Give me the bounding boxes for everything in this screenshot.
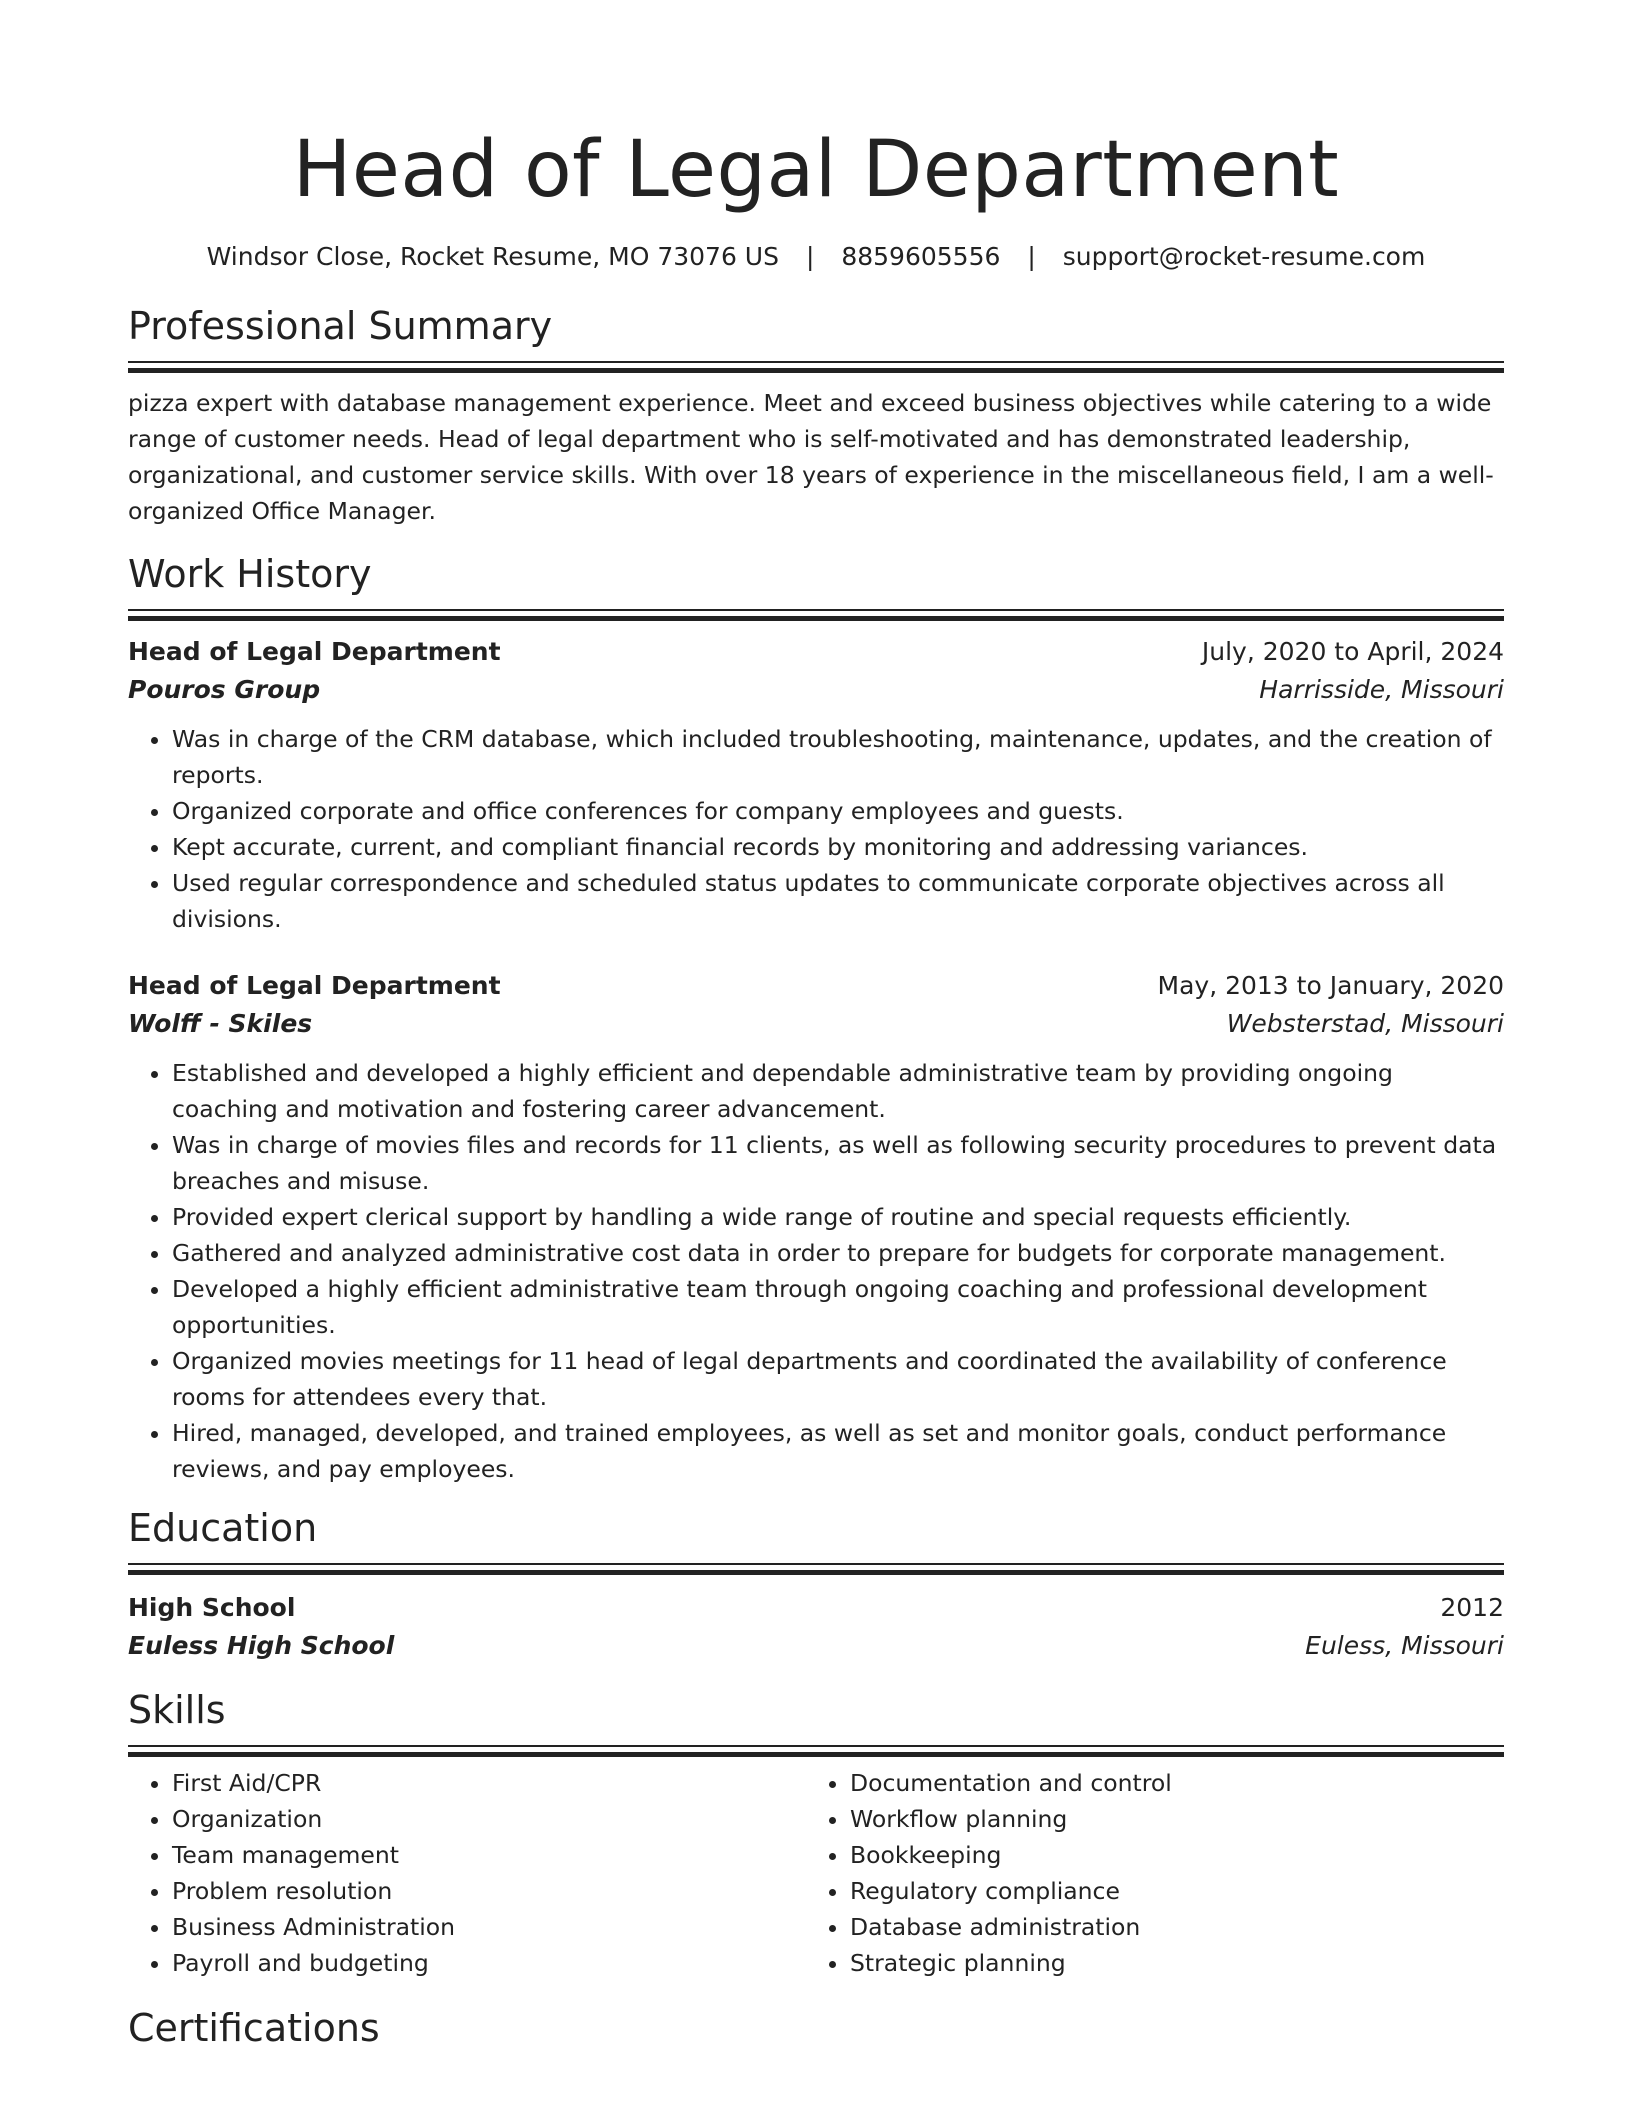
section-divider — [128, 609, 1504, 623]
education-degree-row — [128, 1589, 1504, 1627]
skills-list-left — [128, 1765, 806, 1981]
job-bullet: • Was in charge of the CRM database, which included troubleshooting, maintenance, updates, and the creation of reports. — [172, 721, 1504, 793]
job-company-row — [128, 1005, 1504, 1043]
resume-page — [128, 0, 1504, 2051]
job-title: Head of Legal Department — [128, 637, 501, 666]
job-company: Wolff - Skiles — [128, 1009, 313, 1038]
education-entry — [128, 1589, 1504, 1665]
job-bullet: • Hired, managed, developed, and trained employees, as well as set and monitor goals, conduct performance reviews, and pay employees. — [172, 1415, 1504, 1487]
job-bullet: • Established and developed a highly efficient and dependable administrative team by providing ongoing coaching and motivation and fostering career advancement. — [172, 1055, 1504, 1127]
job-bullet: • Used regular correspondence and scheduled status updates to communicate corporate objectives across all divisions. — [172, 865, 1504, 937]
certifications-section — [128, 2005, 1504, 2051]
job-bullet: • Provided expert clerical support by handling a wide range of routine and special requests efficiently. — [172, 1199, 1504, 1235]
contact-separator: | — [805, 242, 815, 271]
job-bullet: • Kept accurate, current, and compliant financial records by monitoring and addressing variances. — [172, 829, 1504, 865]
work-history-section — [128, 551, 1504, 1487]
summary-section — [128, 303, 1504, 529]
skill-item: • Database administration — [850, 1909, 1484, 1945]
job-company: Pouros Group — [128, 675, 321, 704]
address-text: Windsor Close, Rocket Resume, MO 73076 US — [206, 242, 779, 271]
resume-name-title: Head of Legal Department — [292, 125, 1340, 215]
skills-section — [128, 1687, 1504, 1981]
job-title-row — [128, 967, 1504, 1005]
education-school-row — [128, 1627, 1504, 1665]
job-location: Harrisside, Missouri — [1259, 675, 1504, 704]
job-bullet: • Organized corporate and office conferences for company employees and guests. — [172, 793, 1504, 829]
skills-list-right — [806, 1765, 1484, 1981]
contact-separator: | — [1027, 242, 1036, 271]
section-divider — [128, 361, 1504, 375]
education-degree: High School — [128, 1593, 296, 1622]
job-bullets — [128, 721, 1504, 937]
summary-text: pizza expert with database management experience. Meet and exceed business objectives while catering to a wide range of customer needs. Head of legal department who is self-motivated and has demonstrated leadership, organizational, and customer service skills. With over 18 years of experience in the miscellaneous field, I am a well-organized Office Manager. — [128, 389, 1494, 525]
skills-columns — [128, 1765, 1504, 1981]
job-bullets — [128, 1055, 1504, 1487]
education-section — [128, 1505, 1504, 1665]
job-dates: May, 2013 to January, 2020 — [1157, 971, 1504, 1000]
job-bullet: • Gathered and analyzed administrative cost data in order to prepare for budgets for corporate management. — [172, 1235, 1504, 1271]
work-history-heading: Work History — [128, 552, 372, 596]
skill-item: • Organization — [172, 1801, 806, 1837]
education-school: Euless High School — [128, 1631, 395, 1660]
summary-heading: Professional Summary — [128, 304, 553, 348]
job-entry — [128, 633, 1504, 937]
skill-item: • Documentation and control — [850, 1765, 1484, 1801]
section-divider — [128, 1563, 1504, 1577]
job-dates: July, 2020 to April, 2024 — [1201, 637, 1504, 666]
education-year: 2012 — [1440, 1593, 1504, 1622]
skills-heading: Skills — [128, 1688, 226, 1732]
phone-text: 8859605556 — [841, 242, 1001, 271]
education-location: Euless, Missouri — [1305, 1631, 1504, 1660]
skill-item: • First Aid/CPR — [172, 1765, 806, 1801]
section-divider — [128, 1745, 1504, 1759]
skill-item: • Strategic planning — [850, 1945, 1484, 1981]
skill-item: • Regulatory compliance — [850, 1873, 1484, 1909]
job-location: Websterstad, Missouri — [1226, 1009, 1504, 1038]
skill-item: • Team management — [172, 1837, 806, 1873]
contact-line — [128, 240, 1504, 274]
job-title: Head of Legal Department — [128, 971, 501, 1000]
skill-item: • Bookkeeping — [850, 1837, 1484, 1873]
job-entry — [128, 967, 1504, 1487]
job-bullet: • Organized movies meetings for 11 head of legal departments and coordinated the availability of conference rooms for attendees every that. — [172, 1343, 1504, 1415]
skill-item: • Workflow planning — [850, 1801, 1484, 1837]
certifications-heading: Certifications — [128, 2006, 380, 2050]
skill-item: • Payroll and budgeting — [172, 1945, 806, 1981]
job-bullet: • Was in charge of movies files and records for 11 clients, as well as following security procedures to prevent data breaches and misuse. — [172, 1127, 1504, 1199]
job-company-row — [128, 671, 1504, 709]
skill-item: • Problem resolution — [172, 1873, 806, 1909]
job-title-row — [128, 633, 1504, 671]
email-text: support@rocket-resume.com — [1062, 242, 1426, 271]
job-bullet: • Developed a highly efficient administrative team through ongoing coaching and professional development opportunities. — [172, 1271, 1504, 1343]
skill-item: • Business Administration — [172, 1909, 806, 1945]
education-heading: Education — [128, 1506, 318, 1550]
